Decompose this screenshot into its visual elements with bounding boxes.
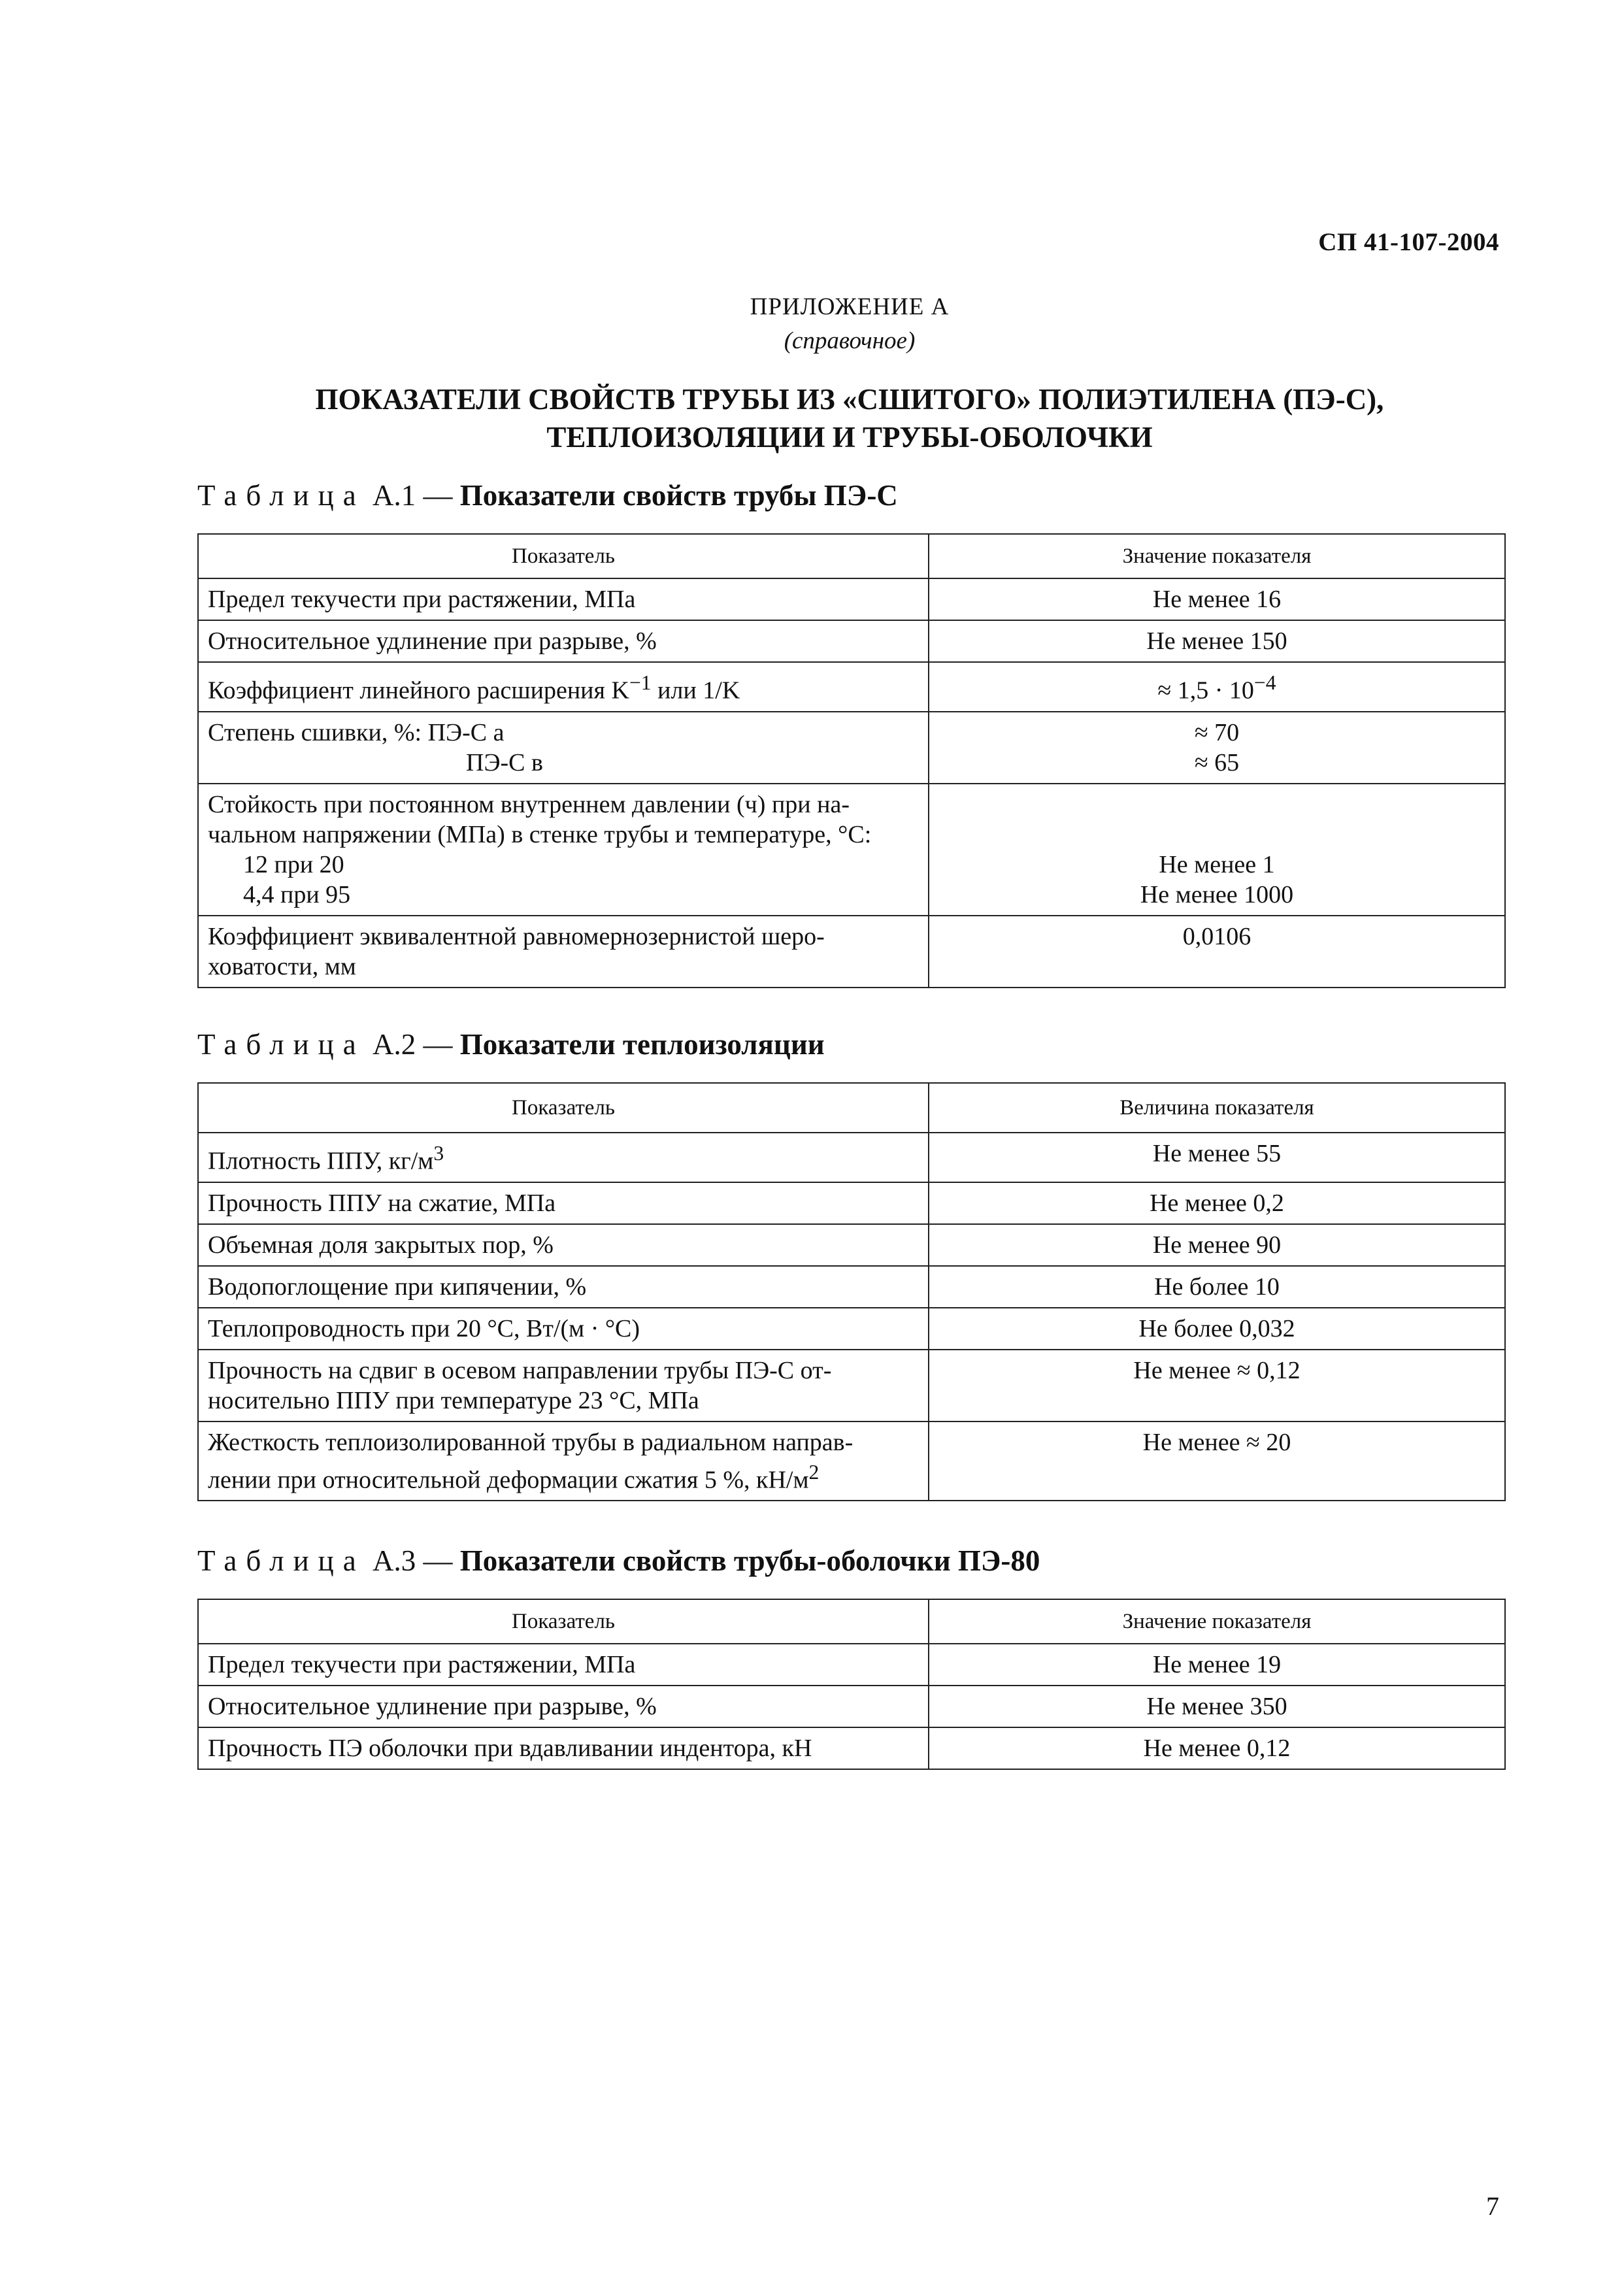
table-1-header-value: Значение показателя [929, 534, 1505, 578]
indicator-line: Коэффициент эквивалентной равномернозернистой шеро- [208, 922, 825, 950]
indicator-line: чальном напряжении (МПа) в стенке трубы и температуре, °С: [208, 820, 872, 848]
table-2-caption-number: А.2 — [372, 1028, 453, 1061]
indicator-line: Стойкость при постоянном внутреннем давлении (ч) при на- [208, 790, 850, 818]
table-cell-value [929, 784, 1505, 916]
value-line: Не менее 1000 [1140, 880, 1294, 908]
indicator-line [208, 1457, 919, 1495]
table-row [198, 784, 1505, 916]
table-cell-value: Не менее ≈ 0,12 [929, 1350, 1505, 1421]
table-row [198, 578, 1505, 620]
table-cell-indicator: Водопоглощение при кипячении, % [198, 1266, 929, 1308]
table-row [198, 1182, 1505, 1224]
table-cell-value: Не менее 55 [929, 1133, 1505, 1182]
table-row [198, 1644, 1505, 1686]
table-row [198, 1350, 1505, 1421]
indicator-line: Жесткость теплоизолированной трубы в радиальном направ- [208, 1428, 853, 1456]
table-2-caption [197, 1027, 825, 1061]
table-cell-value: Не менее 0,12 [929, 1727, 1505, 1769]
table-cell-indicator [198, 662, 929, 712]
superscript: −1 [629, 671, 652, 694]
value-line: ≈ 65 [1194, 748, 1240, 776]
table-1-caption [197, 478, 898, 512]
table-3-caption-number: А.3 — [372, 1544, 453, 1577]
table-cell-indicator: Предел текучести при растяжении, МПа [198, 578, 929, 620]
superscript: 2 [808, 1460, 820, 1484]
indicator-text: или 1/K [651, 676, 740, 705]
value-text: ≈ 1,5 · 10 [1157, 676, 1254, 705]
main-title-line-1: ПОКАЗАТЕЛИ СВОЙСТВ ТРУБЫ ИЗ «СШИТОГО» ПОЛИЭТИЛЕНА (ПЭ-С), [315, 383, 1384, 416]
main-title-line-2: ТЕПЛОИЗОЛЯЦИИ И ТРУБЫ-ОБОЛОЧКИ [546, 421, 1153, 454]
table-cell-indicator [198, 1421, 929, 1501]
table-1-caption-prefix: Таблица [197, 479, 365, 512]
table-cell-value: 0,0106 [929, 916, 1505, 988]
page-number: 7 [1486, 2191, 1499, 2221]
table-cell-indicator: Предел текучести при растяжении, МПа [198, 1644, 929, 1686]
table-cell-indicator: Относительное удлинение при разрыве, % [198, 1686, 929, 1727]
table-cell-indicator [198, 1350, 929, 1421]
table-2-caption-title: Показатели теплоизоляции [459, 1028, 825, 1061]
table-cell-indicator: Прочность ПЭ оболочки при вдавливании индентора, кН [198, 1727, 929, 1769]
table-3-caption-title: Показатели свойств трубы-оболочки ПЭ-80 [459, 1544, 1040, 1577]
superscript: −4 [1253, 671, 1276, 694]
table-3 [197, 1599, 1506, 1770]
table-row [198, 1421, 1505, 1501]
table-2-header-row [198, 1083, 1505, 1133]
main-title [0, 380, 1624, 456]
table-cell-value: Не менее 0,2 [929, 1182, 1505, 1224]
table-cell-indicator [198, 784, 929, 916]
table-cell-value: Не менее 150 [929, 620, 1505, 662]
table-1-header-row [198, 534, 1505, 578]
table-cell-indicator [198, 712, 929, 784]
table-1-header-indicator: Показатель [198, 534, 929, 578]
table-row [198, 620, 1505, 662]
appendix-subtitle: (справочное) [784, 327, 916, 354]
indicator-line: Прочность на сдвиг в осевом направлении трубы ПЭ-С от- [208, 1356, 832, 1384]
table-2 [197, 1082, 1506, 1501]
table-3-caption-prefix: Таблица [197, 1544, 365, 1577]
table-3-caption [197, 1544, 1040, 1578]
table-cell-indicator: Относительное удлинение при разрыве, % [198, 620, 929, 662]
table-cell-value: Не менее 16 [929, 578, 1505, 620]
table-cell-indicator: Объемная доля закрытых пор, % [198, 1224, 929, 1266]
table-cell-value: Не менее 90 [929, 1224, 1505, 1266]
superscript: 3 [433, 1142, 444, 1165]
table-row [198, 1224, 1505, 1266]
table-row [198, 1266, 1505, 1308]
value-line: Не менее 1 [1159, 850, 1275, 878]
table-cell-indicator [198, 916, 929, 988]
indicator-line: 4,4 при 95 [243, 880, 351, 908]
indicator-text: Плотность ППУ, кг/м [208, 1147, 434, 1175]
table-1-caption-title: Показатели свойств трубы ПЭ-С [459, 479, 898, 512]
table-cell-value: Не менее ≈ 20 [929, 1421, 1505, 1501]
table-3-header-value: Значение показателя [929, 1599, 1505, 1644]
table-row [198, 712, 1505, 784]
table-cell-indicator: Теплопроводность при 20 °С, Вт/(м · °С) [198, 1308, 929, 1350]
table-row [198, 1686, 1505, 1727]
table-cell-value: Не более 10 [929, 1266, 1505, 1308]
table-1-caption-number: А.1 — [372, 479, 453, 512]
table-row [198, 1727, 1505, 1769]
table-1 [197, 533, 1506, 988]
table-3-header-row [198, 1599, 1505, 1644]
table-2-caption-prefix: Таблица [197, 1028, 365, 1061]
table-2-header-indicator: Показатель [198, 1083, 929, 1133]
document-code: СП 41-107-2004 [1318, 228, 1499, 256]
indicator-line: ПЭ-С в [466, 748, 543, 776]
table-cell-value [929, 712, 1505, 784]
indicator-line: Степень сшивки, %: ПЭ-С а [208, 718, 505, 746]
table-cell-value [929, 662, 1505, 712]
indicator-line: носительно ППУ при температуре 23 °С, МПа [208, 1386, 699, 1414]
table-row [198, 662, 1505, 712]
indicator-text: лении при относительной деформации сжатия 5 %, кН/м [208, 1466, 809, 1494]
value-line: ≈ 70 [1194, 718, 1240, 746]
table-row [198, 1133, 1505, 1182]
table-row [198, 916, 1505, 988]
indicator-line: ховатости, мм [208, 952, 356, 980]
table-row [198, 1308, 1505, 1350]
table-2-header-value: Величина показателя [929, 1083, 1505, 1133]
table-3-header-indicator: Показатель [198, 1599, 929, 1644]
table-cell-indicator [198, 1133, 929, 1182]
indicator-text: Коэффициент линейного расширения K [208, 676, 629, 705]
indicator-line: 12 при 20 [243, 850, 344, 878]
appendix-label: ПРИЛОЖЕНИЕ А [750, 293, 950, 320]
table-cell-value: Не менее 350 [929, 1686, 1505, 1727]
table-cell-value: Не менее 19 [929, 1644, 1505, 1686]
table-cell-indicator: Прочность ППУ на сжатие, МПа [198, 1182, 929, 1224]
table-cell-value: Не более 0,032 [929, 1308, 1505, 1350]
